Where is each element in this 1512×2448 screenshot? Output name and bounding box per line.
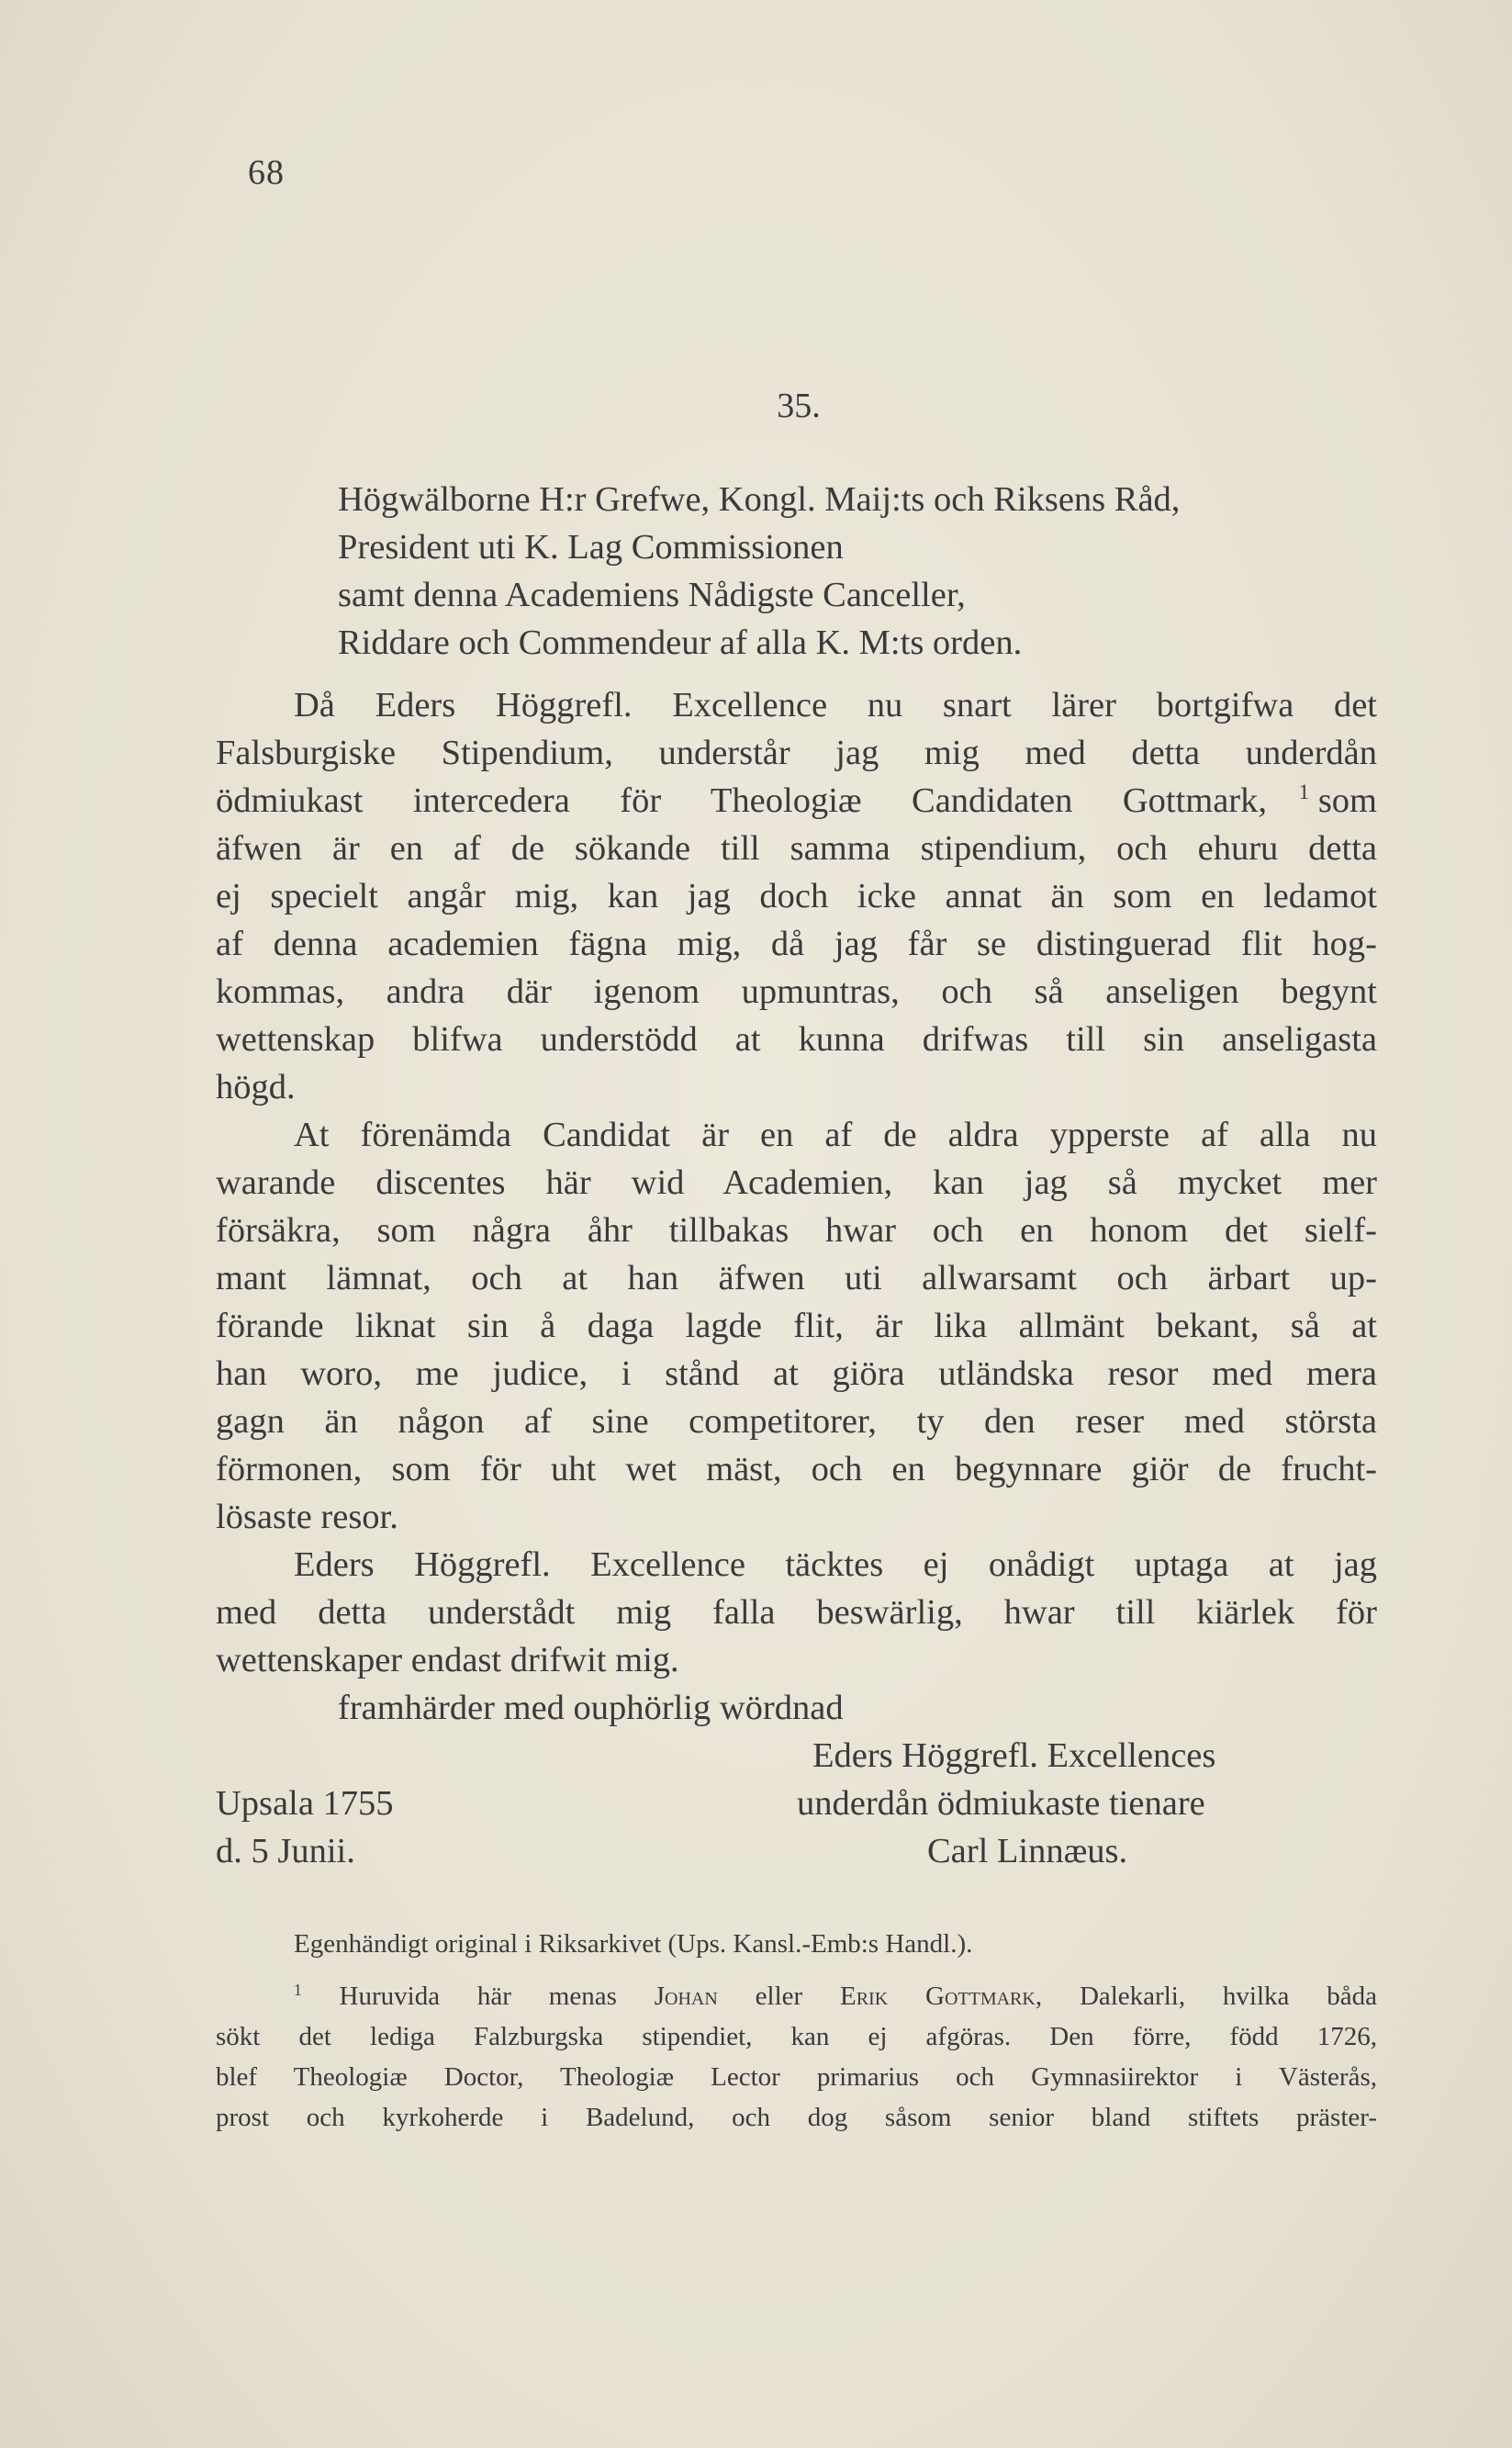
address-line: Högwälborne H:r Grefwe, Kongl. Maij:ts och Riksens Råd, (338, 480, 1181, 519)
body-line: förmonen, som för uht wet mäst, och en begynnare giör de frucht- (216, 1450, 1377, 1488)
body-line: wettenskaper endast drifwit mig. (216, 1641, 679, 1679)
closing-line: framhärder med ouphörlig wördnad (338, 1689, 844, 1727)
body-line: wettenskap blifwa understödd at kunna drifwas till sin anseligasta (216, 1020, 1377, 1059)
address-line: Riddare och Commendeur af alla K. M:ts orden. (338, 623, 1023, 662)
closing-place: Upsala 1755 (216, 1784, 394, 1823)
body-line: kommas, andra där igenom upmuntras, och så anseligen begynt (216, 972, 1377, 1011)
closing-date: d. 5 Junii. (216, 1832, 355, 1870)
signature: Carl Linnæus. (927, 1832, 1128, 1870)
footnote-line (294, 1976, 1377, 2016)
footnote-text-b: eller (717, 1982, 840, 2011)
letter-number: 35. (777, 387, 821, 425)
page-number: 68 (248, 153, 285, 192)
address-line: President uti K. Lag Commissionen (338, 528, 844, 567)
body-line: äfwen är en af de sökande till samma stipendium, och ehuru detta (216, 829, 1377, 868)
body-line: At förenämda Candidat är en af de aldra ypperste af alla nu (294, 1116, 1377, 1154)
body-line: förande liknat sin å daga lagde flit, är lika allmänt bekant, så at (216, 1307, 1377, 1345)
body-line: af denna academien fägna mig, då jag får se distinguerad flit hog- (216, 925, 1377, 963)
body-line: mant lämnat, och at han äfwen uti allwarsamt och ärbart up- (216, 1259, 1377, 1297)
footnote-mark: 1 (294, 1980, 302, 1999)
body-line: ej specielt angår mig, kan jag doch icke annat än som en ledamot (216, 877, 1377, 915)
body-line: warande discentes här wid Academien, kan jag så mycket mer (216, 1163, 1377, 1202)
body-line: lösaste resor. (216, 1498, 398, 1536)
footnote-text-a: Huruvida här menas (301, 1982, 655, 2011)
body-text: som (1309, 781, 1377, 820)
footnote-name: Johan (654, 1982, 718, 2011)
body-line: gagn än någon af sine competitorer, ty den reser med största (216, 1402, 1377, 1441)
closing-line: Eders Höggrefl. Excellences (812, 1736, 1216, 1775)
body-line: Då Eders Höggrefl. Excellence nu snart lärer bortgifwa det (294, 686, 1377, 724)
body-text: ödmiukast intercedera för Theologiæ Candidaten Gottmark, (216, 781, 1267, 820)
footnote-line: prost och kyrkoherde i Badelund, och dog såsom senior bland stiftets präster- (216, 2103, 1377, 2132)
footnote-name: Erik Gottmark (840, 1982, 1036, 2011)
footnote-mark: 1 (1298, 780, 1310, 804)
body-line: han woro, me judice, i stånd at giöra utländska resor med mera (216, 1354, 1377, 1393)
body-line: försäkra, som några åhr tillbakas hwar och en honom det sielf- (216, 1211, 1377, 1250)
body-line (216, 777, 1377, 825)
body-line: Eders Höggrefl. Excellence täcktes ej onådigt uptaga at jag (294, 1545, 1377, 1584)
closing-line: underdån ödmiukaste tienare (797, 1784, 1205, 1823)
footnote-text-c: , Dalekarli, hvilka båda (1035, 1982, 1377, 2011)
body-line: med detta understådt mig falla beswärlig, hwar till kiärlek för (216, 1593, 1377, 1632)
footnote-line: blef Theologiæ Doctor, Theologiæ Lector primarius och Gymnasiirektor i Västerås, (216, 2062, 1377, 2092)
footnote-text (294, 1976, 1377, 2016)
address-line: samt denna Academiens Nådigste Canceller, (338, 576, 966, 614)
body-line: Falsburgiske Stipendium, understår jag mig med detta underdån (216, 734, 1377, 772)
footnote-ref (1299, 777, 1377, 825)
source-note: Egenhändigt original i Riksarkivet (Ups. Kansl.-Emb:s Handl.). (294, 1929, 973, 1959)
footnote-line: sökt det lediga Falzburgska stipendiet, kan ej afgöras. Den förre, född 1726, (216, 2022, 1377, 2051)
body-line: högd. (216, 1068, 296, 1106)
